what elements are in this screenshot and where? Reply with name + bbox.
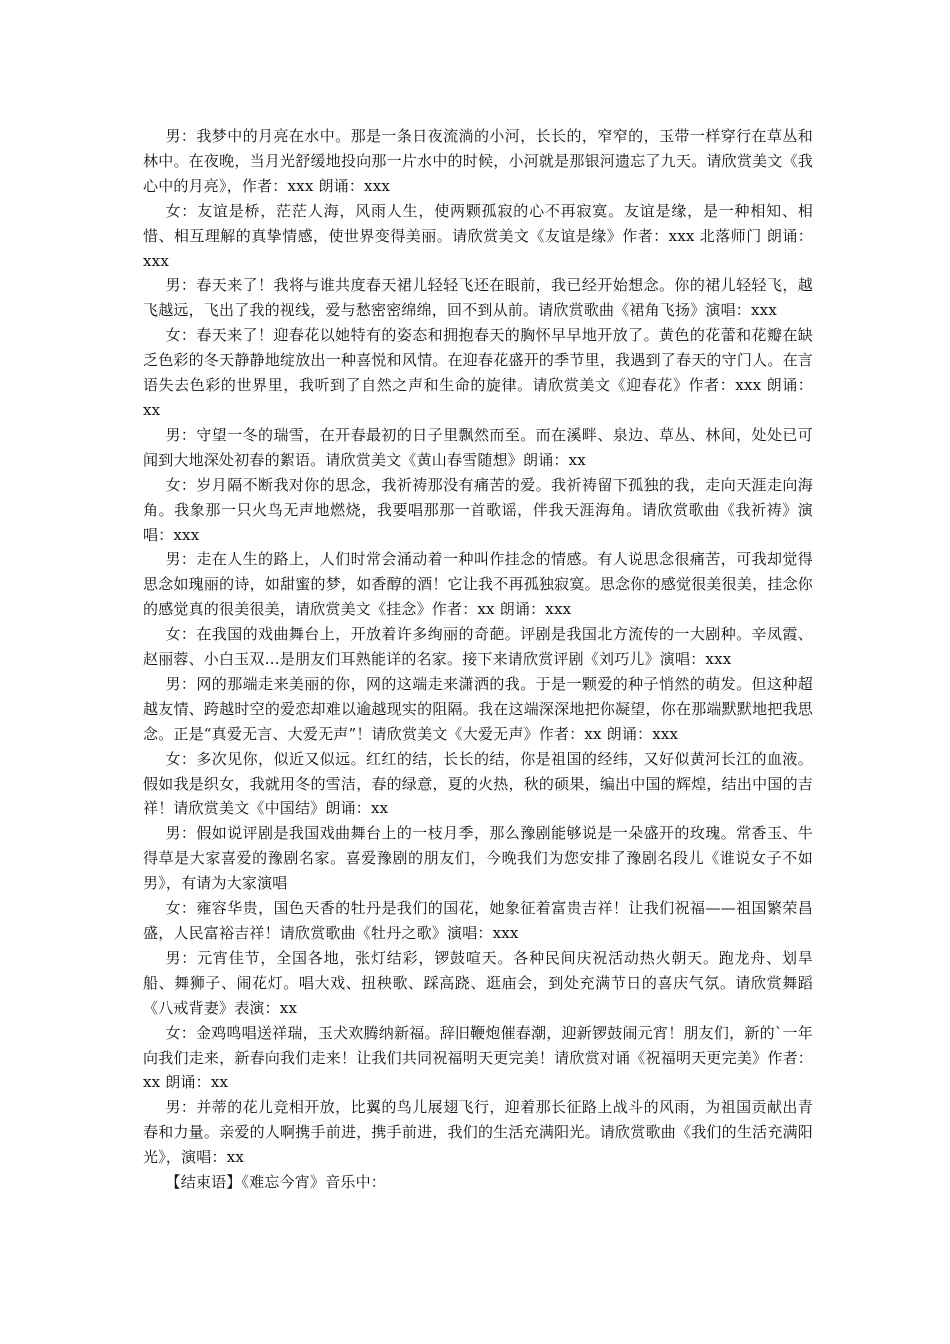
document-body xyxy=(143,124,813,1195)
paragraph-15: 男：并蒂的花儿竞相开放，比翼的鸟儿展翅飞行，迎着那长征路上战斗的风雨，为祖国贡献出青春和力量。亲爱的人啊携手前进，携手前进，我们的生活充满阳光。请欣赏歌曲《我们的生活充满阳光》，演唱：xx xyxy=(143,1098,813,1167)
paragraph-3: 男：春天来了！我将与谁共度春天裙儿轻轻飞还在眼前，我已经开始想念。你的裙儿轻轻飞，越飞越远，飞出了我的视线，爱与愁密密绵绵，回不到从前。请欣赏歌曲《裙角飞扬》演唱：xxx xyxy=(143,276,813,320)
paragraph-8: 女：在我国的戏曲舞台上，开放着许多绚丽的奇葩。评剧是我国北方流传的一大剧种。辛凤霞、赵丽蓉、小白玉双…是朋友们耳熟能详的名家。接下来请欣赏评剧《刘巧儿》演唱：xxx xyxy=(143,625,813,669)
paragraph-7: 男：走在人生的路上，人们时常会涌动着一种叫作挂念的情感。有人说思念很痛苦，可我却觉得思念如瑰丽的诗，如甜蜜的梦，如香醇的酒！它让我不再孤独寂寞。思念你的感觉很美很美，挂念你的感觉真的很美很美，请欣赏美文《挂念》作者：xx 朗诵：xxx xyxy=(143,550,813,619)
paragraph-5: 男：守望一冬的瑞雪，在开春最初的日子里飘然而至。而在溪畔、泉边、草丛、林间，处处已可闻到大地深处初春的絮语。请欣赏美文《黄山春雪随想》朗诵：xx xyxy=(143,425,813,469)
paragraph-13: 男：元宵佳节，全国各地，张灯结彩，锣鼓喧天。各种民间庆祝活动热火朝天。跑龙舟、划旱船、舞狮子、闹花灯。唱大戏、扭秧歌、踩高跷、逛庙会，到处充满节日的喜庆气氛。请欣赏舞蹈《八戒背妻》表演：xx xyxy=(143,948,813,1017)
paragraph-10: 女：多次见你，似近又似远。红红的结，长长的结，你是祖国的经纬，又好似黄河长江的血液。假如我是织女，我就用冬的雪洁，春的绿意，夏的火热，秋的硕果，编出中国的辉煌，结出中国的吉祥！请欣赏美文《中国结》朗诵：xx xyxy=(143,749,813,818)
paragraph-12: 女：雍容华贵，国色天香的牡丹是我们的国花，她象征着富贵吉祥！让我们祝福——祖国繁荣昌盛，人民富裕吉祥！请欣赏歌曲《牡丹之歌》演唱：xxx xyxy=(143,899,813,942)
paragraph-9: 男：网的那端走来美丽的你，网的这端走来潇洒的我。于是一颗爱的种子悄然的萌发。但这种超越友情、跨越时空的爱恋却难以逾越现实的阻隔。我在这端深深地把你凝望，你在那端默默地把我思念。正是“真爱无言、大爱无声”！请欣赏美文《大爱无声》作者：xx 朗诵：xxx xyxy=(143,674,813,743)
paragraph-6: 女：岁月隔不断我对你的思念，我祈祷那没有痛苦的爱。我祈祷留下孤独的我，走向天涯走向海角。我象那一只火鸟无声地燃烧，我要唱那那一首歌谣，伴我天涯海角。请欣赏歌曲《我祈祷》演唱：xxx xyxy=(143,475,813,544)
paragraph-11: 男：假如说评剧是我国戏曲舞台上的一枝月季，那么豫剧能够说是一朵盛开的玫瑰。常香玉、牛得草是大家喜爱的豫剧名家。喜爱豫剧的朋友们，今晚我们为您安排了豫剧名段儿《谁说女子不如男》，有请为大家演唱 xyxy=(143,824,813,893)
paragraph-2: 女：友谊是桥，茫茫人海，风雨人生，使两颗孤寂的心不再寂寞。友谊是缘，是一种相知、相惜、相互理解的真挚情感，使世界变得美丽。请欣赏美文《友谊是缘》作者：xxx 北落师门 朗诵：xxx xyxy=(143,201,813,270)
paragraph-4: 女：春天来了！迎春花以她特有的姿态和拥抱春天的胸怀早早地开放了。黄色的花蕾和花瓣在缺乏色彩的冬天静静地绽放出一种喜悦和风情。在迎春花盛开的季节里，我遇到了春天的守门人。在言语失去色彩的世界里，我听到了自然之声和生命的旋律。请欣赏美文《迎春花》作者：xxx 朗诵：xx xyxy=(143,326,813,419)
closing-remark: 【结束语】《难忘今宵》音乐中： xyxy=(165,1173,387,1192)
paragraph-14: 女：金鸡鸣唱送祥瑞，玉犬欢腾纳新福。辞旧鞭炮催春潮，迎新锣鼓闹元宵！朋友们，新的`一年向我们走来，新春向我们走来！让我们共同祝福明天更完美！请欣赏对诵《祝福明天更完美》作者：xx 朗诵：xx xyxy=(143,1023,813,1092)
paragraph-1: 男：我梦中的月亮在水中。那是一条日夜流淌的小河，长长的，窄窄的，玉带一样穿行在草丛和林中。在夜晚，当月光舒缓地投向那一片水中的时候，小河就是那银河遗忘了九天。请欣赏美文《我心中的月亮》，作者：xxx 朗诵：xxx xyxy=(143,127,813,195)
